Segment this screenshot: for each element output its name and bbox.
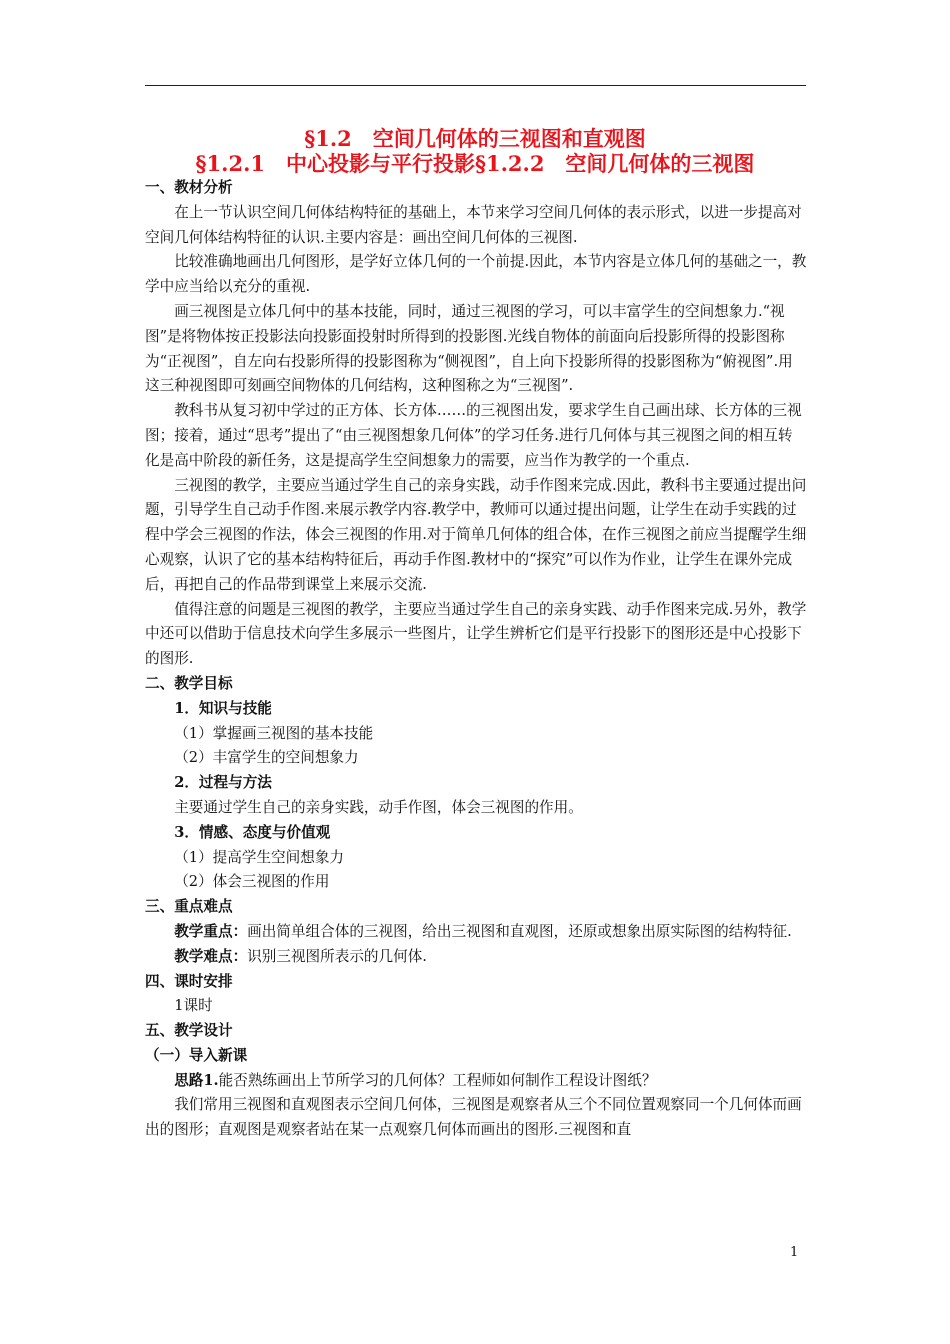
paragraph: 画三视图是立体几何中的基本技能，同时，通过三视图的学习，可以丰富学生的空间想象力.“视图”是将物体按正投影法向投影面投射时所得到的投影图.光线自物体的前面向后投影所得的投影图称为“正视图”，自左向右投影所得的投影图称为“侧视图”，自上向下投影所得的投影图称为“俯视图”.用这三种视图即可刻画空间物体的几何结构，这种图称之为“三视图”. (145, 302, 793, 395)
section-heading-schedule: 四、课时安排 (145, 972, 233, 990)
difficulty-label: 教学难点： (174, 947, 248, 965)
section-heading-goals: 二、教学目标 (145, 674, 233, 692)
goal-item: 主要通过学生自己的亲身实践，动手作图，体会三视图的作用。 (174, 798, 583, 816)
section-heading-analysis: 一、教材分析 (145, 179, 233, 196)
goal-heading: 3．情感、态度与价值观 (174, 823, 331, 841)
paragraph: 三视图的教学，主要应当通过学生自己的亲身实践，动手作图来完成.因此，教科书主要通过提出问题，引导学生自己动手作图.来展示教学内容.教学中，教师可以通过提出问题，让学生在动手实践的过程中学会三视图的作法，体会三视图的作用.对于简单几何体的组合体，在作三视图之前应当提醒学生细心观察，认识了它的基本结构特征后，再动手作图.教材中的“探究”可以作为作业，让学生在课外完成后，再把自己的作品带到课堂上来展示交流. (145, 476, 807, 593)
key-point-label: 教学重点： (174, 922, 248, 940)
section-heading-design: 五、教学设计 (145, 1022, 233, 1040)
paragraph: 值得注意的问题是三视图的教学，主要应当通过学生自己的亲身实践、动手作图来完成.另外，教学中还可以借助于信息技术向学生多展示一些图片，让学生辨析它们是平行投影下的图形还是中心投影下的图形. (145, 600, 807, 668)
goal-item: （2）体会三视图的作用 (174, 873, 330, 891)
section-heading-key-points: 三、重点难点 (145, 898, 233, 916)
hours-text: 1课时 (174, 997, 213, 1015)
goal-item: （1）提高学生空间想象力 (174, 848, 345, 866)
subsection-heading: （一）导入新课 (145, 1046, 248, 1064)
goal-item: （2）丰富学生的空间想象力 (174, 749, 359, 767)
page-title: §1.2 空间几何体的三视图和直观图 (304, 126, 646, 151)
key-point (145, 920, 807, 945)
header-rule (145, 85, 806, 86)
paragraph: 比较准确地画出几何图形，是学好立体几何的一个前提.因此，本节内容是立体几何的基础之一，教学中应当给以充分的重视. (145, 253, 807, 296)
document-body (145, 176, 807, 1143)
paragraph: 教科书从复习初中学过的正方体、长方体……的三视图出发，要求学生自己画出球、长方体的三视图；接着，通过“思考”提出了“由三视图想象几何体”的学习任务.进行几何体与其三视图之间的相互转化是高中阶段的新任务，这是提高学生空间想象力的需要，应当作为教学的一个重点. (145, 402, 802, 469)
difficulty-point (145, 945, 807, 970)
difficulty-text: 识别三视图所表示的几何体. (247, 947, 427, 965)
page-number: 1 (790, 1245, 799, 1260)
idea-paragraph (145, 1069, 807, 1094)
page-subtitle: §1.2.1 中心投影与平行投影§1.2.2 空间几何体的三视图 (195, 151, 755, 176)
key-point-text: 画出简单组合体的三视图，给出三视图和直观图，还原或想象出原实际图的结构特征. (247, 922, 792, 940)
idea-text: 能否熟练画出上节所学习的几何体？工程师如何制作工程设计图纸？ (218, 1071, 657, 1089)
goal-heading: 2．过程与方法 (174, 774, 272, 792)
paragraph: 我们常用三视图和直观图表示空间几何体，三视图是观察者从三个不同位置观察同一个几何体而画出的图形；直观图是观察者站在某一点观察几何体而画出的图形.三视图和直 (145, 1096, 802, 1139)
goal-item: （1）掌握画三视图的基本技能 (174, 724, 374, 742)
goal-heading: 1．知识与技能 (174, 699, 272, 717)
paragraph: 在上一节认识空间几何体结构特征的基础上，本节来学习空间几何体的表示形式，以进一步提高对空间几何体结构特征的认识.主要内容是：画出空间几何体的三视图. (145, 203, 802, 246)
idea-label: 思路1. (174, 1071, 219, 1089)
